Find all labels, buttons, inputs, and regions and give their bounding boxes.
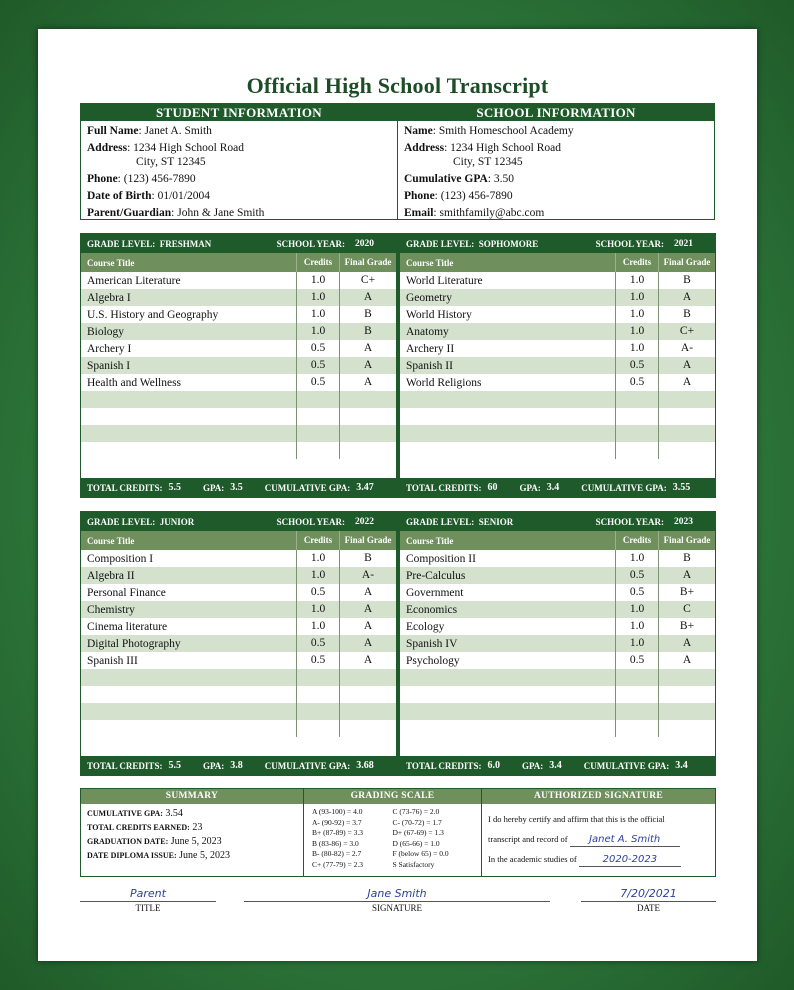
course-title-header: Course Title	[406, 535, 454, 546]
grade-level-value: SOPHOMORE	[478, 238, 539, 249]
date-caption: DATE	[637, 903, 660, 913]
course-credits: 0.5	[615, 567, 658, 584]
course-row	[81, 272, 396, 289]
course-title: Psychology	[406, 654, 460, 667]
course-grade: A	[339, 357, 396, 374]
summary-header: SUMMARY	[81, 789, 303, 804]
school-address-label: Address	[404, 142, 445, 154]
year-panel	[81, 512, 396, 775]
course-credits: 1.0	[615, 601, 658, 618]
course-grade: C	[658, 601, 715, 618]
course-row	[81, 550, 396, 567]
course-grade: B+	[658, 618, 715, 635]
cumulative-gpa-label: CUMULATIVE GPA:	[583, 760, 670, 771]
course-grade: B	[658, 272, 715, 289]
school-year-value: 2020	[355, 238, 374, 249]
gpa-label: GPA:	[202, 760, 225, 771]
signature-caption: SIGNATURE	[371, 903, 422, 913]
course-credits: 0.5	[615, 374, 658, 391]
course-title: Pre-Calculus	[406, 569, 466, 582]
school-address-line2: City, ST 12345	[453, 156, 523, 168]
course-title-header: Course Title	[87, 257, 135, 268]
final-grade-header: Final Grade	[339, 531, 396, 550]
course-title: Geometry	[406, 291, 452, 304]
summary-credits-label: TOTAL CREDITS EARNED:	[87, 823, 190, 832]
course-grade: A	[658, 567, 715, 584]
course-title: American Literature	[87, 274, 181, 287]
parent-label: Parent/Guardian	[87, 207, 172, 219]
course-row	[400, 357, 715, 374]
school-info: SCHOOL INFORMATION Name: Smith Homeschool Academy Address: 1234 High School Road City, ST 12345 Cumulative GPA: 3.50 Phone: (123) 456-7890 Email: smithfamily@abc.com	[397, 104, 714, 219]
summary-diploma-value: June 5, 2023	[179, 850, 230, 861]
empty-row	[400, 703, 715, 720]
course-credits: 1.0	[296, 323, 339, 340]
transcript-sheet	[38, 29, 757, 961]
course-credits: 1.0	[296, 289, 339, 306]
grading-scale-col2	[393, 807, 474, 870]
course-row	[81, 567, 396, 584]
total-credits-value: 5.5	[168, 482, 181, 493]
course-row	[81, 635, 396, 652]
title-caption: TITLE	[135, 903, 161, 913]
course-title: Personal Finance	[87, 586, 166, 599]
school-year-label: SCHOOL YEAR:	[276, 516, 345, 527]
course-row	[81, 340, 396, 357]
course-row	[400, 306, 715, 323]
course-credits: 1.0	[296, 550, 339, 567]
grading-scale-item: C+ (77-79) = 2.3	[312, 859, 363, 869]
course-title: Composition I	[87, 552, 154, 565]
cumulative-gpa-label: CUMULATIVE GPA:	[581, 482, 667, 493]
total-credits-label: TOTAL CREDITS:	[87, 482, 163, 493]
course-row	[81, 618, 396, 635]
years-block-1	[80, 233, 716, 498]
total-credits-label: TOTAL CREDITS:	[406, 760, 482, 771]
certify-text: I do hereby certify and affirm that this is the official	[488, 814, 665, 824]
course-row	[400, 601, 715, 618]
signature-value: Jane Smith	[367, 887, 427, 900]
course-credits: 1.0	[615, 635, 658, 652]
summary-credits-value: 23	[192, 822, 203, 833]
final-grade-header: Final Grade	[658, 253, 715, 272]
course-grade: A-	[339, 567, 396, 584]
course-title-header: Course Title	[406, 257, 454, 268]
course-title: Digital Photography	[87, 637, 181, 650]
course-title: Algebra II	[87, 569, 135, 582]
year-header	[400, 234, 715, 253]
year-header	[81, 234, 396, 253]
course-title: World Religions	[406, 376, 482, 389]
year-header	[400, 512, 715, 531]
course-grade: B	[339, 306, 396, 323]
course-credits: 0.5	[615, 652, 658, 669]
school-gpa-label: Cumulative GPA	[404, 173, 488, 185]
student-address-line1: 1234 High School Road	[133, 142, 244, 154]
course-row	[81, 584, 396, 601]
course-row	[400, 340, 715, 357]
full-name-value: Janet A. Smith	[144, 125, 212, 137]
course-title: World Literature	[406, 274, 483, 287]
course-grade: A	[339, 618, 396, 635]
course-grade: A	[339, 635, 396, 652]
school-email-label: Email	[404, 207, 434, 219]
grading-scale-item: F (below 65) = 0.0	[392, 849, 449, 858]
course-credits: 0.5	[615, 357, 658, 374]
course-credits: 0.5	[296, 357, 339, 374]
summary-gpa-value: 3.54	[165, 808, 183, 819]
summary-diploma-label: DATE DIPLOMA ISSUE:	[87, 851, 177, 860]
course-row	[400, 584, 715, 601]
grade-level-label: GRADE LEVEL:	[406, 516, 475, 527]
date-value: 7/20/2021	[620, 887, 677, 900]
school-year-value: 2023	[674, 516, 693, 527]
course-credits: 0.5	[296, 584, 339, 601]
course-title: Ecology	[406, 620, 445, 633]
year-footer	[81, 478, 396, 497]
year-footer	[400, 478, 715, 497]
empty-row	[81, 703, 396, 720]
course-title-header: Course Title	[87, 535, 135, 546]
cumulative-gpa-label: CUMULATIVE GPA:	[264, 482, 351, 493]
summary-grad-label: GRADUATION DATE:	[87, 837, 169, 846]
course-credits: 1.0	[296, 618, 339, 635]
empty-row	[81, 686, 396, 703]
course-grade: A	[339, 289, 396, 306]
course-row	[400, 289, 715, 306]
credits-header: Credits	[296, 253, 339, 272]
course-title: Composition II	[406, 552, 476, 565]
school-year-value: 2021	[674, 238, 693, 249]
record-of-label: transcript and record of	[488, 834, 568, 844]
school-phone-label: Phone	[404, 190, 435, 202]
dob-value: 01/01/2004	[157, 190, 210, 202]
credits-header: Credits	[615, 531, 658, 550]
course-credits: 0.5	[296, 635, 339, 652]
course-row	[81, 601, 396, 618]
course-row	[81, 306, 396, 323]
course-grade: B	[658, 550, 715, 567]
total-credits-label: TOTAL CREDITS:	[406, 482, 482, 493]
empty-row	[81, 408, 396, 425]
school-gpa-value: 3.50	[493, 173, 514, 185]
total-credits-value: 5.5	[168, 760, 181, 771]
course-title: Algebra I	[87, 291, 131, 304]
course-title: Chemistry	[87, 603, 135, 616]
course-grade: A	[339, 652, 396, 669]
cumulative-gpa-label: CUMULATIVE GPA:	[264, 760, 351, 771]
total-credits-value: 6.0	[487, 760, 500, 771]
empty-row	[81, 669, 396, 686]
course-grade: A	[658, 357, 715, 374]
info-section	[80, 103, 715, 220]
student-address-label: Address	[87, 142, 128, 154]
grading-scale-item: D+ (67-69) = 1.3	[392, 828, 444, 837]
school-year-label: SCHOOL YEAR:	[595, 238, 664, 249]
column-header	[81, 531, 396, 550]
course-grade: A	[339, 374, 396, 391]
empty-row	[400, 720, 715, 737]
cumulative-gpa-value: 3.55	[672, 482, 691, 493]
credits-header: Credits	[296, 531, 339, 550]
school-address-line1: 1234 High School Road	[450, 142, 561, 154]
gpa-value: 3.4	[549, 760, 562, 771]
summary-box	[81, 789, 303, 876]
course-row	[400, 550, 715, 567]
grading-scale-item: B- (80-82) = 2.7	[312, 849, 362, 858]
gpa-label: GPA:	[519, 482, 541, 493]
course-row	[81, 357, 396, 374]
course-grade: A	[658, 374, 715, 391]
academic-studies-label: In the academic studies of	[488, 854, 577, 864]
empty-row	[400, 408, 715, 425]
course-title: Spanish IV	[406, 637, 458, 650]
grading-scale-item: B+ (87-89) = 3.3	[312, 828, 363, 837]
grade-level-label: GRADE LEVEL:	[87, 516, 156, 527]
credits-header: Credits	[615, 253, 658, 272]
cumulative-gpa-value: 3.4	[675, 760, 688, 771]
grading-scale-item: B (83-86) = 3.0	[312, 838, 359, 848]
empty-row	[81, 442, 396, 459]
course-title: Spanish III	[87, 654, 138, 667]
empty-row	[400, 391, 715, 408]
course-grade: A	[658, 635, 715, 652]
column-header	[81, 253, 396, 272]
date-field	[581, 887, 716, 913]
grade-level-value: FRESHMAN	[159, 238, 212, 249]
signature-field	[244, 887, 550, 913]
empty-row	[81, 391, 396, 408]
grading-scale-item: A- (90-92) = 3.7	[312, 817, 362, 827]
school-name-value: Smith Homeschool Academy	[438, 125, 574, 137]
course-credits: 0.5	[296, 340, 339, 357]
dob-label: Date of Birth	[87, 190, 152, 202]
course-grade: A	[339, 601, 396, 618]
school-info-header: SCHOOL INFORMATION	[398, 104, 714, 121]
course-grade: A	[339, 340, 396, 357]
school-phone-value: (123) 456-7890	[440, 190, 513, 202]
course-grade: A	[658, 652, 715, 669]
course-title: Economics	[406, 603, 458, 616]
course-row	[81, 374, 396, 391]
course-row	[400, 652, 715, 669]
course-credits: 1.0	[615, 323, 658, 340]
course-title: Anatomy	[406, 325, 449, 338]
course-grade: A	[339, 584, 396, 601]
academic-years: 2020-2023	[579, 854, 681, 867]
course-grade: A	[658, 289, 715, 306]
authorized-header: AUTHORIZED SIGNATURE	[482, 789, 715, 804]
grading-scale-item: D (65-66) = 1.0	[392, 838, 440, 848]
course-grade: C+	[658, 323, 715, 340]
gpa-value: 3.8	[230, 760, 243, 771]
course-title: World History	[406, 308, 472, 321]
course-title: Cinema literature	[87, 620, 168, 633]
course-grade: A-	[658, 340, 715, 357]
course-row	[400, 272, 715, 289]
total-credits-label: TOTAL CREDITS:	[87, 760, 163, 771]
course-credits: 1.0	[615, 550, 658, 567]
grading-scale-item: C- (70-72) = 1.7	[392, 817, 442, 827]
course-row	[400, 567, 715, 584]
empty-row	[81, 425, 396, 442]
record-of-student: Janet A. Smith	[570, 834, 680, 847]
full-name-label: Full Name	[87, 125, 139, 137]
course-row	[400, 323, 715, 340]
year-header	[81, 512, 396, 531]
gpa-label: GPA:	[202, 482, 225, 493]
course-title: Archery I	[87, 342, 132, 355]
course-row	[400, 635, 715, 652]
course-credits: 1.0	[615, 618, 658, 635]
course-credits: 1.0	[615, 340, 658, 357]
grading-scale-item: C (73-76) = 2.0	[392, 807, 440, 816]
title-field	[80, 887, 216, 913]
gpa-value: 3.4	[546, 482, 560, 493]
page-title: Official High School Transcript	[246, 73, 549, 98]
grade-level-label: GRADE LEVEL:	[87, 238, 156, 249]
course-title: Government	[406, 586, 464, 599]
course-grade: B	[339, 323, 396, 340]
school-email-value: smithfamily@abc.com	[439, 207, 545, 219]
course-credits: 1.0	[615, 272, 658, 289]
parent-value: John & Jane Smith	[177, 207, 265, 219]
course-row	[81, 289, 396, 306]
student-phone-label: Phone	[87, 173, 118, 185]
course-row	[81, 323, 396, 340]
course-credits: 0.5	[615, 584, 658, 601]
course-title: Health and Wellness	[87, 376, 182, 389]
empty-row	[400, 442, 715, 459]
school-year-label: SCHOOL YEAR:	[276, 238, 345, 249]
summary-grad-value: June 5, 2023	[170, 836, 222, 847]
year-panel	[400, 234, 715, 497]
empty-row	[400, 686, 715, 703]
course-grade: B	[658, 306, 715, 323]
grade-level-label: GRADE LEVEL:	[406, 238, 475, 249]
school-year-label: SCHOOL YEAR:	[595, 516, 664, 527]
total-credits-value: 60	[487, 482, 498, 493]
grading-scale-item: S Satisfactory	[392, 859, 435, 869]
column-header	[400, 531, 715, 550]
course-credits: 1.0	[615, 306, 658, 323]
year-footer	[400, 756, 715, 775]
course-title: Spanish II	[406, 359, 453, 372]
final-grade-header: Final Grade	[658, 531, 715, 550]
course-title: U.S. History and Geography	[87, 308, 219, 321]
empty-row	[81, 720, 396, 737]
student-phone-value: (123) 456-7890	[123, 173, 196, 185]
course-row	[81, 652, 396, 669]
course-credits: 0.5	[296, 652, 339, 669]
title-value: Parent	[130, 887, 166, 900]
grading-scale-box	[303, 789, 481, 876]
year-panel	[400, 512, 715, 775]
authorized-signature-box	[481, 789, 715, 876]
course-credits: 1.0	[296, 306, 339, 323]
grade-level-value: SENIOR	[478, 516, 514, 527]
course-row	[400, 618, 715, 635]
school-name-label: Name	[404, 125, 433, 137]
gpa-label: GPA:	[521, 760, 544, 771]
course-title: Biology	[87, 325, 125, 338]
year-footer	[81, 756, 396, 775]
grading-scale-col1	[312, 807, 393, 870]
course-credits: 1.0	[615, 289, 658, 306]
course-credits: 1.0	[296, 567, 339, 584]
grading-scale-item: A (93-100) = 4.0	[312, 807, 363, 816]
grading-scale-header: GRADING SCALE	[304, 789, 481, 804]
course-row	[400, 374, 715, 391]
school-year-value: 2022	[355, 516, 374, 527]
grade-level-value: JUNIOR	[159, 516, 195, 527]
years-block-2	[80, 511, 716, 776]
course-title: Archery II	[406, 342, 455, 355]
column-header	[400, 253, 715, 272]
summary-gpa-label: CUMULATIVE GPA:	[87, 809, 163, 818]
gpa-value: 3.5	[230, 482, 243, 493]
final-grade-header: Final Grade	[339, 253, 396, 272]
student-address-line2: City, ST 12345	[136, 156, 206, 168]
course-grade: B+	[658, 584, 715, 601]
course-grade: B	[339, 550, 396, 567]
course-title: Spanish I	[87, 359, 131, 372]
course-grade: C+	[339, 272, 396, 289]
student-info: STUDENT INFORMATION Full Name: Janet A. Smith Address: 1234 High School Road City, ST 12345 Phone: (123) 456-7890 Date of Birth: 01/01/2004 Parent/Guardian: John & Jane Smith	[81, 104, 397, 219]
course-credits: 1.0	[296, 272, 339, 289]
course-credits: 0.5	[296, 374, 339, 391]
student-info-header: STUDENT INFORMATION	[81, 104, 397, 121]
empty-row	[400, 669, 715, 686]
cumulative-gpa-value: 3.68	[356, 760, 374, 771]
summary-section	[80, 788, 716, 877]
course-credits: 1.0	[296, 601, 339, 618]
year-panel	[81, 234, 396, 497]
empty-row	[400, 425, 715, 442]
cumulative-gpa-value: 3.47	[356, 482, 374, 493]
